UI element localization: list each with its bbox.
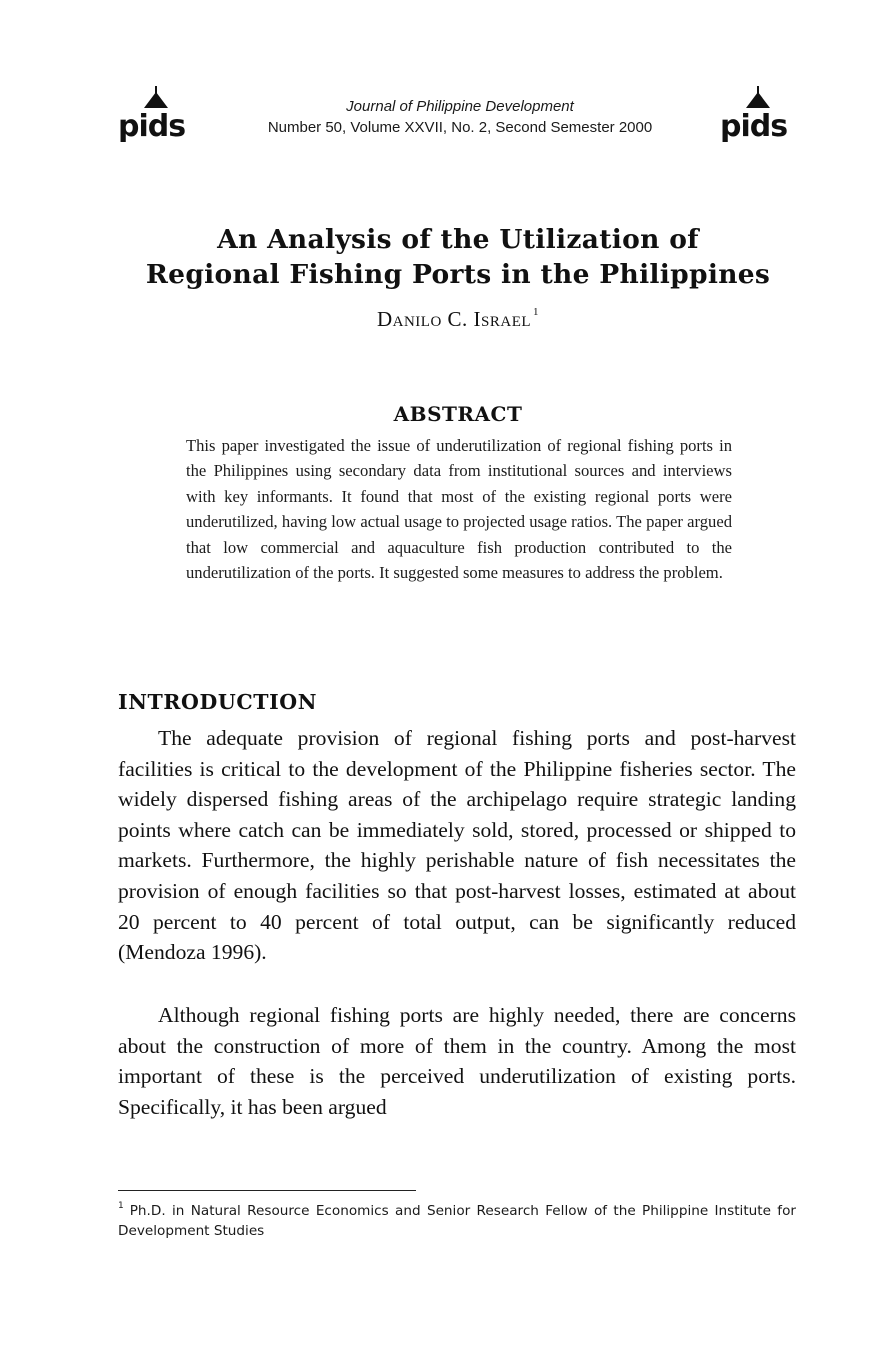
title-line-2: Regional Fishing Ports in the Philippines [145, 259, 771, 290]
introduction-heading: INTRODUCTION [118, 690, 318, 714]
author-name: Danilo C. Israel [376, 307, 532, 331]
abstract-heading: ABSTRACT [393, 402, 523, 426]
pids-logo-right [718, 86, 798, 142]
logo-right-text: pids [720, 109, 788, 142]
footnote-divider [118, 1190, 416, 1191]
journal-header [200, 96, 720, 138]
pids-logo-left [116, 86, 196, 142]
pids-logo-icon [116, 86, 196, 142]
logo-left-text: pids [118, 109, 186, 142]
pids-logo-icon [718, 86, 798, 142]
author-footnote-mark: 1 [533, 306, 540, 318]
article-title [100, 222, 816, 292]
intro-paragraph-2: Although regional fishing ports are highly needed, there are concerns about the construction of more of them in the country. Among the most important of these is the perceived underutilization of existing ports. Specifically, it has been argued [118, 1003, 796, 1119]
footnote-text: Ph.D. in Natural Resource Economics and Senior Research Fellow of the Philippine Institute for Development Studies [118, 1203, 796, 1239]
footnote [118, 1196, 796, 1241]
intro-paragraph-1: The adequate provision of regional fishing ports and post-harvest facilities is critical to the development of the Philippine fisheries sector. The widely dispersed fishing areas of the archipelago require strategic landing points where catch can be immediately sold, stored, processed or shipped to markets. Furthermore, the highly perishable nature of fish necessitates the provision of enough facilities so that post-harvest losses, estimated at about 20 percent to 40 percent of total output, can be significantly reduced (Mendoza 1996). [118, 726, 796, 965]
footnote-mark: 1 [118, 1201, 124, 1211]
author-byline [250, 306, 666, 332]
journal-name: Journal of Philippine Development [346, 98, 574, 115]
title-line-1: An Analysis of the Utilization of [217, 224, 699, 255]
abstract-text: This paper investigated the issue of underutilization of regional fishing ports in the Philippines using secondary data from institutional sources and interviews with key informants. It found that most of the existing regional ports were underutilized, having low actual usage to projected usage ratios. The paper argued that low commercial and aquaculture fish production contributed to the underutilization of the ports. It suggested some measures to address the problem. [186, 436, 732, 583]
issue-info: Number 50, Volume XXVII, No. 2, Second Semester 2000 [267, 119, 653, 136]
